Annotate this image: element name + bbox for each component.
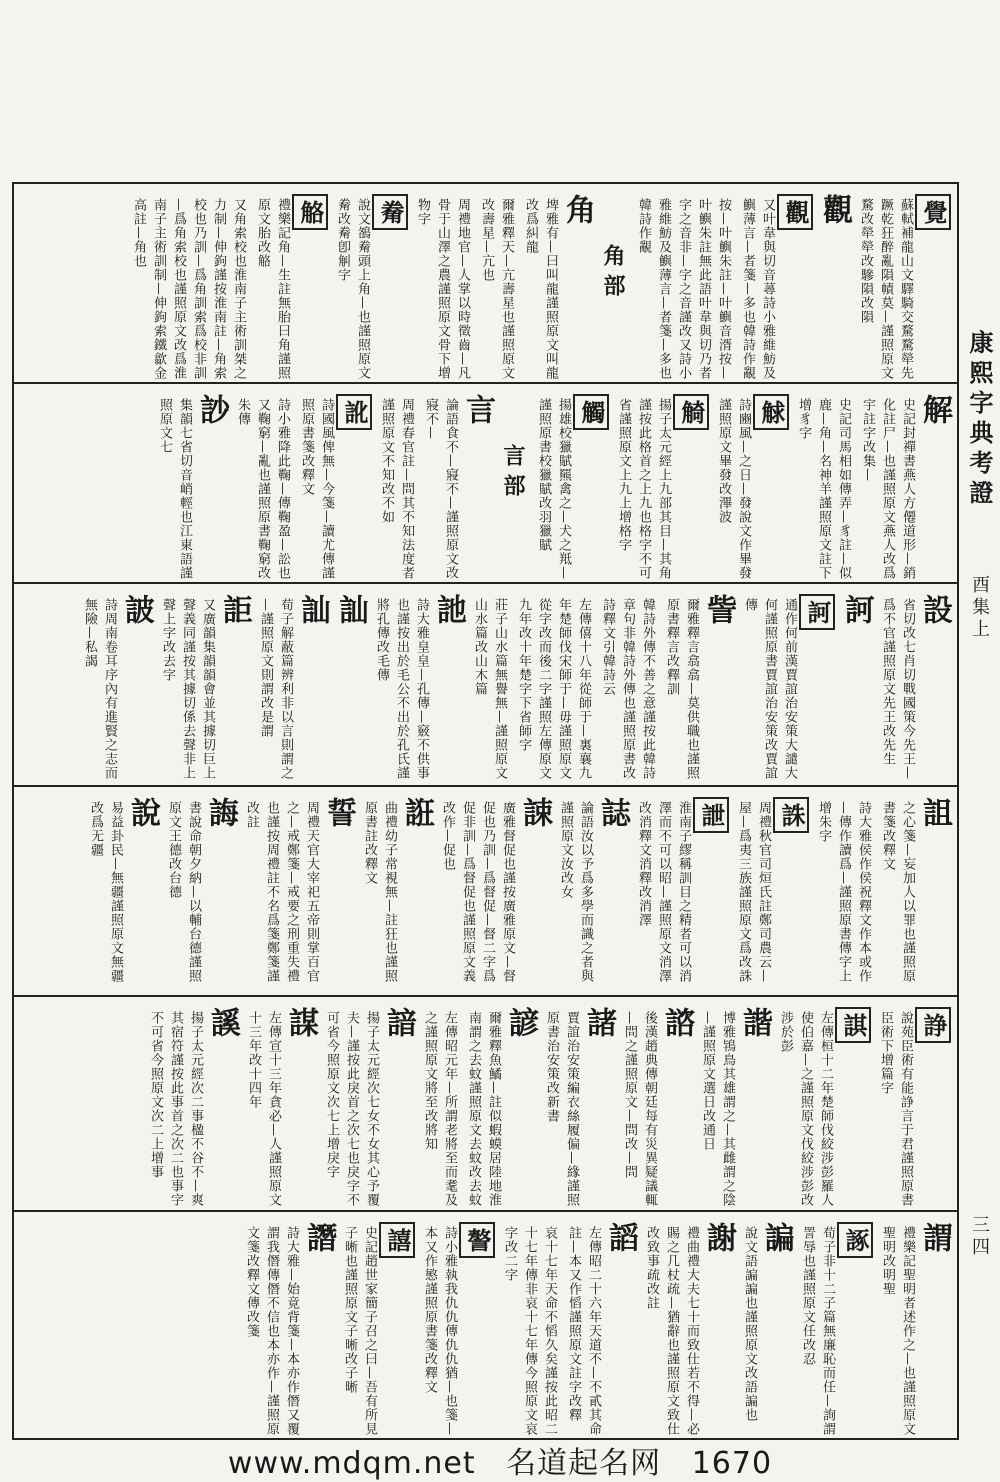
dictionary-entry bbox=[497, 1212, 561, 1438]
entry-headword: 謝 bbox=[701, 1222, 736, 1252]
entry-headword: 詛 bbox=[917, 797, 952, 827]
entry-headword: 謷 bbox=[459, 1222, 495, 1258]
entry-text: 言部 bbox=[500, 444, 526, 504]
entry-text: 左傳宣十三年貪必—人謹照原文十三年改十四年 bbox=[246, 1011, 281, 1207]
entry-text: 詩大雅—始竟背箋—本亦作僭又覆謂我僭傳僭不信也本亦作—謹照原文箋改釋文傳改箋 bbox=[244, 1226, 299, 1436]
dictionary-entry bbox=[617, 997, 695, 1210]
entry-headword: 誅 bbox=[773, 797, 809, 833]
entry-text: 集韻七省切音峭輕也江東語謹照原文七 bbox=[157, 398, 192, 580]
dictionary-entry bbox=[467, 584, 511, 785]
entry-headword: 觩 bbox=[753, 394, 789, 430]
entry-headword: 角 bbox=[560, 194, 595, 224]
entry-headword: 諧 bbox=[737, 1007, 772, 1037]
entry-headword: 訛 bbox=[336, 394, 372, 430]
entry-text: 詩豳風—之日—發說文作畢發謹照原文畢發改滭波 bbox=[716, 398, 751, 580]
entry-text: 詩大雅侯作侯祝釋文作本或作—傳作讀爲—謹照原書傳字上增朱字 bbox=[816, 801, 871, 983]
entry-text: 角部 bbox=[600, 244, 626, 304]
dictionary-entry bbox=[531, 384, 611, 582]
entry-text: 周禮秋官司烜氏註鄭司農云—屋—爲夷三族謹照原文爲改誅 bbox=[736, 801, 771, 983]
entry-text: 詩小雅執我仇仇傳仇仇猶—也箋—本又作慜謹照原書箋改釋文 bbox=[422, 1226, 457, 1436]
entry-text: 埤雅有—曰叫龍謹照原文叫龍改爲糾龍 bbox=[523, 198, 558, 380]
entry-text: 博雅鴇鳥其雄謂之—其雌謂之陰—謹照原文選日改通日 bbox=[700, 1011, 735, 1207]
dictionary-entry bbox=[294, 384, 374, 582]
entry-headword: 詍 bbox=[693, 797, 729, 833]
entry-text: 禮樂記聖明者述作之—也謹照原文聖明改明聖 bbox=[880, 1226, 915, 1436]
dictionary-entry bbox=[595, 584, 659, 785]
dictionary-entry bbox=[596, 184, 631, 382]
entry-text: 又廣韻集韻韻會並其據切巨上聲義同謹按其據切係去聲非上聲上字改去字 bbox=[160, 598, 215, 780]
entry-headword: 說 bbox=[125, 797, 160, 827]
dictionary-entry bbox=[735, 184, 815, 382]
dictionary-entry bbox=[511, 584, 595, 785]
entry-text: 揚子太元經次二事楹不谷不—爽其宿符謹按此事首之次二也事字不可省今照原文次二上增事 bbox=[148, 1011, 203, 1207]
dictionary-entry bbox=[230, 384, 294, 582]
dictionary-entry bbox=[239, 787, 357, 995]
volume-label: 酉集上 bbox=[969, 575, 990, 641]
dictionary-entry bbox=[873, 997, 953, 1210]
entry-headword: 諍 bbox=[915, 1007, 951, 1043]
text-band bbox=[14, 184, 957, 384]
entry-headword: 解 bbox=[917, 394, 952, 424]
dictionary-entry bbox=[496, 384, 531, 582]
dictionary-entry bbox=[374, 384, 418, 582]
entry-text: 爾雅釋天—亢壽星也謹照原文改壽星—亢也 bbox=[479, 198, 514, 380]
entry-text: 左傳昭二十六年天道不—不貳其命註—本又作慆謹照原文註字改釋 bbox=[566, 1226, 601, 1436]
dictionary-entry bbox=[561, 1212, 639, 1438]
entry-text: 賈誼治安策編衣絲履偏—緣謹照原書治安策改新書 bbox=[544, 1011, 579, 1207]
dictionary-entry bbox=[639, 1212, 737, 1438]
entry-text: 通作何前漢賈誼治安策大譴大何謹照原書賈誼治安策改賈誼傳 bbox=[742, 598, 797, 780]
dictionary-entry bbox=[417, 1212, 497, 1438]
entry-text: 說文鵅觠頭上角—也謹照原文觠改觠卽觓字 bbox=[335, 198, 370, 380]
entry-headword: 觀 bbox=[777, 194, 813, 230]
entry-text: 後漢趙典傳朝廷每有災異疑議輒—問之謹照原文—問改—問 bbox=[622, 1011, 657, 1207]
dictionary-entry bbox=[695, 997, 773, 1210]
dictionary-entry bbox=[330, 184, 410, 382]
dictionary-entry bbox=[853, 184, 953, 382]
text-band bbox=[14, 384, 957, 584]
entry-headword: 譖 bbox=[301, 1222, 336, 1252]
entry-headword: 詖 bbox=[119, 594, 154, 624]
dictionary-entry bbox=[143, 997, 241, 1210]
dictionary-entry bbox=[659, 584, 737, 785]
entry-headword: 誨 bbox=[203, 797, 238, 827]
entry-text: 論語食不—寢不—謹照原文改寢不— bbox=[423, 398, 458, 580]
text-band bbox=[14, 787, 957, 997]
entry-text: 按—叶鱮朱註—叶鱮音湑按—叶鱮朱註無此語叶韋與切乃者字之音非—字之音謹改又詩小雅維魴及鱮薄言—者箋—多也韓詩作覶 bbox=[636, 198, 731, 380]
entry-text: 詩周南卷耳序內有進賢之志而無險—私謁 bbox=[82, 598, 117, 780]
entry-headword: 訾 bbox=[701, 594, 736, 624]
dictionary-entry bbox=[126, 184, 250, 382]
entry-text: 說文語諞諞也謹照原文改語諞也 bbox=[742, 1226, 757, 1422]
entry-text: 左傳僖十八年從師于—裏襄九年楚師伐宋師于—毋謹照原文從字改而後二字謹照左傳原文九年改十年楚字下省師字 bbox=[516, 598, 591, 780]
dictionary-entry bbox=[410, 184, 474, 382]
dictionary-entry bbox=[331, 584, 369, 785]
dictionary-entry bbox=[875, 1212, 953, 1438]
dictionary-entry bbox=[631, 787, 731, 995]
dictionary-entry bbox=[837, 584, 875, 785]
entry-headword: 詎 bbox=[217, 594, 252, 624]
dictionary-entry bbox=[855, 384, 953, 582]
entry-text: 周禮地官—人掌以時徵齒—凡骨于山澤之農謹照原文骨下增物字 bbox=[415, 198, 470, 380]
footer-watermark bbox=[0, 1438, 1000, 1482]
dictionary-entry bbox=[461, 997, 539, 1210]
entry-headword: 誎 bbox=[517, 797, 552, 827]
entry-text: 周禮天官大宰祀五帝則掌百官之—戒鄭箋—戒要之刑重失禮也謹按周禮註不名爲箋鄭箋謹改註 bbox=[244, 801, 319, 983]
entry-text: 禮樂記角—生註無胎曰角謹照原文胎改觡 bbox=[255, 198, 290, 380]
dictionary-entry bbox=[737, 584, 837, 785]
entry-headword: 謑 bbox=[205, 1007, 240, 1037]
entry-text: 韓詩外傳不善之意謹按此韓詩章句非韓詩外傳也謹照原書改詩釋文引韓詩云 bbox=[600, 598, 655, 780]
site-url[interactable]: www.mdqm.net bbox=[227, 1446, 476, 1481]
entry-text: 論語汝以予爲多學而識之者與謹照原文汝改女 bbox=[558, 801, 593, 983]
entry-text: 爾雅釋言翕翕—莫供職也謹照原書釋言改釋訓 bbox=[664, 598, 699, 780]
dictionary-entry bbox=[815, 184, 853, 382]
dictionary-entry bbox=[539, 997, 617, 1210]
entry-text: 史記趙世家簡子召之曰—吾有所見子晰也謹照原文子晰改子晰 bbox=[342, 1226, 377, 1436]
entry-text: 詩國風俾無—今箋—讀尤傳謹照原書箋改釋文 bbox=[299, 398, 334, 580]
site-name: 名道起名网 bbox=[506, 1446, 662, 1481]
dictionary-entry bbox=[474, 184, 518, 382]
entry-text: 易益卦民—無疆謹照原文無疆改爲无疆 bbox=[88, 801, 123, 983]
entry-headword: 觡 bbox=[292, 194, 328, 230]
entry-headword: 謟 bbox=[603, 1222, 638, 1252]
entry-headword: 諮 bbox=[659, 1007, 694, 1037]
entry-text: 荀子解蔽篇辨利非以言則謂之—謹照原文則謂改是謂 bbox=[258, 598, 293, 780]
entry-text: 禮曲禮大夫七十而致仕若不得—必賜之几杖疏—猶辭也謹照原文致仕改致事疏改註 bbox=[644, 1226, 699, 1436]
dictionary-entry bbox=[611, 384, 711, 582]
dictionary-entry bbox=[241, 997, 319, 1210]
dictionary-entry bbox=[155, 584, 253, 785]
entry-headword: 譆 bbox=[379, 1222, 415, 1258]
entry-text: 爾雅釋魚鱊—註似蝦蟆居陸地淮南謂之去蚊謹照原文去蚊改去蚊 bbox=[466, 1011, 501, 1207]
entry-headword: 覺 bbox=[915, 194, 951, 230]
page-count: 1670 bbox=[691, 1446, 773, 1481]
dictionary-entry bbox=[711, 384, 791, 582]
entry-text: 周禮春官註—問其不知法度者謹照原文不知改不如 bbox=[379, 398, 414, 580]
dictionary-entry bbox=[773, 997, 873, 1210]
dictionary-entry bbox=[553, 787, 631, 995]
dictionary-entry bbox=[791, 384, 855, 582]
dictionary-entry bbox=[811, 787, 875, 995]
entry-text: 揚子太元經次七女不女其心予覆夫—謹按此戾首之次七也戾字不可省今照原文次七上增戾字 bbox=[324, 1011, 379, 1207]
dictionary-entry bbox=[161, 787, 239, 995]
entry-headword: 觭 bbox=[673, 394, 709, 430]
entry-text: 左傳昭元年—所謂老將至而耄及之謹照原文將至改將知 bbox=[422, 1011, 457, 1207]
dictionary-entry bbox=[875, 787, 953, 995]
entry-text: 荀子非十二子篇無廉恥而任—詢謂詈辱也謹照原文任改忍 bbox=[800, 1226, 835, 1436]
entry-text: 蘇軾補龍山文驛騎交騖騖犖先蹶乾狂醉亂隕幘莫—謹照原文騖改犖犖改驂隕改隕 bbox=[858, 198, 913, 380]
entry-text: 書說命朝夕納—以輔台德謹照原文王德改台德 bbox=[166, 801, 201, 983]
entry-text: 省切改七肖切戰國策今先王—爲不官謹照原文先王改先生 bbox=[880, 598, 915, 780]
dictionary-entry bbox=[435, 787, 553, 995]
dictionary-entry bbox=[369, 584, 467, 785]
dictionary-entry bbox=[731, 787, 811, 995]
dictionary-entry bbox=[319, 997, 417, 1210]
dictionary-entry bbox=[239, 1212, 337, 1438]
entry-text: 史記封禪書燕人方僊道形—銷化註尸—也謹照原文燕人改爲宇註字改集— bbox=[860, 398, 915, 580]
entry-text: 淮南子繆稱訓目之精者可以消澤而不可以昭—謹照原文消澤改消釋文消釋改消澤 bbox=[636, 801, 691, 983]
dictionary-entry bbox=[250, 184, 330, 382]
entry-text: 哀十七年天命不慆久矣謹按此昭二十七年傳非哀十七年傳今照原文哀字改二字 bbox=[502, 1226, 557, 1436]
entry-headword: 諞 bbox=[759, 1222, 794, 1252]
entry-headword: 訑 bbox=[431, 594, 466, 624]
entry-headword: 觀 bbox=[817, 194, 852, 224]
dictionary-entry bbox=[253, 584, 331, 785]
entry-text: 又叶韋與切音蕁詩小雅維魴及鱮薄言—者箋—多也韓詩作覶 bbox=[740, 198, 775, 380]
dictionary-entry bbox=[631, 184, 735, 382]
entry-text: 史記司馬相如傳弄—豸註—似鹿—角—名神羊謹照原文註下增豸字 bbox=[796, 398, 851, 580]
dictionary-entry bbox=[77, 584, 155, 785]
entry-text: 廣雅督促也謹按廣雅原文—督促也乃訓—爲督促—督二字爲促非訓—爲督促也謹照原文義改作—促也 bbox=[440, 801, 515, 983]
dictionary-entry bbox=[357, 787, 435, 995]
entry-text: 揚雄校獵賦羆禽之—犬之羝—謹照原書校獵賦改羽獵賦 bbox=[536, 398, 571, 580]
entry-headword: 誌 bbox=[595, 797, 630, 827]
entry-headword: 設 bbox=[917, 594, 952, 624]
entry-text: 之心箋—妄加人以罪也謹照原書箋改釋文 bbox=[880, 801, 915, 983]
text-band bbox=[14, 1212, 957, 1438]
dictionary-entry bbox=[875, 584, 953, 785]
entry-headword: 訶 bbox=[799, 594, 835, 630]
dictionary-entry bbox=[518, 184, 596, 382]
text-band bbox=[14, 584, 957, 787]
page-frame bbox=[12, 182, 959, 1440]
entry-headword: 諳 bbox=[381, 1007, 416, 1037]
entry-headword: 諑 bbox=[837, 1222, 873, 1258]
entry-text: 說苑臣術有能諍言于君謹照原書臣術下增篇字 bbox=[878, 1011, 913, 1207]
dictionary-entry bbox=[152, 384, 230, 582]
entry-headword: 觠 bbox=[372, 194, 408, 230]
entry-headword: 誓 bbox=[321, 797, 356, 827]
dictionary-entry bbox=[737, 1212, 795, 1438]
dictionary-entry bbox=[417, 997, 461, 1210]
dictionary-entry bbox=[83, 787, 161, 995]
entry-headword: 諸 bbox=[581, 1007, 616, 1037]
entry-headword: 誑 bbox=[399, 797, 434, 827]
page-number: 三四 bbox=[969, 1215, 990, 1259]
dictionary-entry bbox=[337, 1212, 417, 1438]
entry-headword: 訬 bbox=[194, 394, 229, 424]
entry-text: 詩小雅降此鞠—傳鞠盈—訟也又鞠窮—亂也謹照原書鞠窮改朱傳 bbox=[235, 398, 290, 580]
entry-headword: 諆 bbox=[835, 1007, 871, 1043]
dictionary-entry bbox=[795, 1212, 875, 1438]
entry-text: 曲禮幼子常視無—註狂也謹照原書註改釋文 bbox=[362, 801, 397, 983]
text-band bbox=[14, 997, 957, 1212]
dictionary-entry bbox=[418, 384, 496, 582]
entry-headword: 諺 bbox=[503, 1007, 538, 1037]
entry-headword: 訕 bbox=[295, 594, 330, 624]
entry-text: 又角索校也淮南子主術訓桀之力制—伸鉤謹按淮南註—角索校也乃訓—爲角訓索爲校非訓—爲角索校也謹照原文改爲淮南子主術訓制—伸鉤索鐵歙金高註—角也 bbox=[131, 198, 246, 380]
entry-headword: 訶 bbox=[839, 594, 874, 624]
entry-headword: 謂 bbox=[917, 1222, 952, 1252]
entry-headword: 言 bbox=[460, 394, 495, 424]
entry-text: 莊子山水篇無譽無—謹照原文山水篇改山木篇 bbox=[472, 598, 507, 780]
entry-text: 揚子太元經上九部其目—其角謹按此格首之上九也格字不可省謹照原文上九上增格字 bbox=[616, 398, 671, 580]
entry-text: 左傳桓十二年楚師伐絞涉彭羅人使伯嘉—之謹照原文伐絞涉彭改涉於彭 bbox=[778, 1011, 833, 1207]
entry-headword: 謀 bbox=[283, 1007, 318, 1037]
entry-headword: 觸 bbox=[573, 394, 609, 430]
entry-text: 詩大雅皇皇—孔傳—竅不供事也謹按出於毛公不出於孔氏謹將孔傳改毛傳 bbox=[374, 598, 429, 780]
entry-headword: 訕 bbox=[333, 594, 368, 624]
book-title: 康熙字典考證 bbox=[965, 330, 994, 510]
